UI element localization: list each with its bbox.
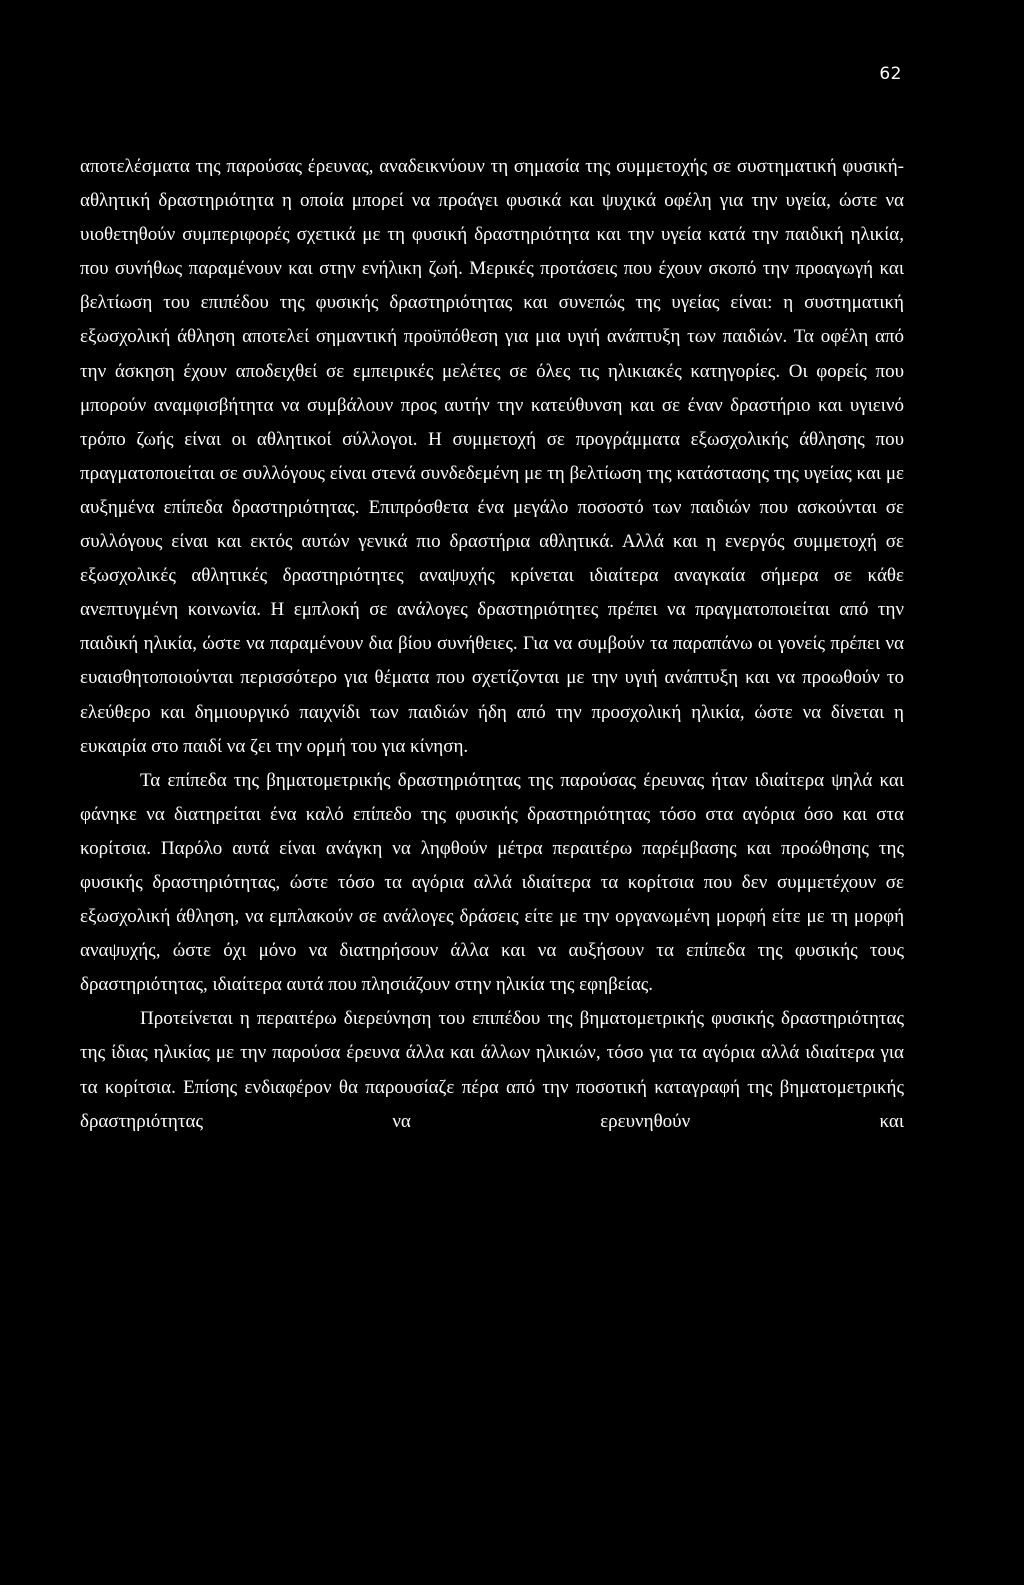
page-number: 62	[879, 64, 902, 84]
paragraph-future-research: Προτείνεται η περαιτέρω διερεύνηση του επιπέδου της βηματομετρικής φυσικής δραστηριότητας της ίδιας ηλικίας με την παρούσα έρευνα άλλα και άλλων ηλικιών, τόσο για τα αγόρια αλλά ιδιαίτερα για τα κορίτσια. Επίσης ενδιαφέρον θα παρουσίαζε πέρα από την ποσοτική καταγραφή της βηματομετρικής δραστηριότητας να ερευνηθούν και	[80, 1008, 904, 1132]
paragraph-step-count-levels: Τα επίπεδα της βηματομετρικής δραστηριότητας της παρούσας έρευνας ήταν ιδιαίτερα ψηλά και φάνηκε να διατηρείται ένα καλό επίπεδο της φυσικής δραστηριότητας τόσο στα αγόρια όσο και στα κορίτσια. Παρόλο αυτά είναι ανάγκη να ληφθούν μέτρα περαιτέρω παρέμβασης και προώθησης της φυσικής δραστηριότητας, ώστε τόσο τα αγόρια αλλά ιδιαίτερα τα κορίτσια που δεν συμμετέχουν σε εξωσχολική άθληση, να εμπλακούν σε ανάλογες δράσεις είτε με την οργανωμένη μορφή είτε με τη μορφή αναψυχής, ώστε όχι μόνο να διατηρήσουν άλλα και να αυξήσουν τα επίπεδα της φυσικής τους δραστηριότητας, ιδιαίτερα αυτά που πλησιάζουν στην ηλικία της εφηβείας.	[80, 769, 904, 996]
page-body	[80, 150, 904, 1139]
paragraph-continuation: αποτελέσματα της παρούσας έρευνας, αναδεικνύουν τη σημασία της συμμετοχής σε συστηματική φυσική-αθλητική δραστηριότητα η οποία μπορεί να προάγει φυσικά και ψυχικά οφέλη για την υγεία, ώστε να υιοθετηθούν συμπεριφορές σχετικά με τη φυσική δραστηριότητα και την υγεία κατά την παιδική ηλικία, που συνήθως παραμένουν και στην ενήλικη ζωή. Μερικές προτάσεις που έχουν σκοπό την προαγωγή και βελτίωση του επιπέδου της φυσικής δραστηριότητας και συνεπώς της υγείας είναι: η συστηματική εξωσχολική άθληση αποτελεί σημαντική προϋπόθεση για μια υγιή ανάπτυξη των παιδιών. Τα οφέλη από την άσκηση έχουν αποδειχθεί σε εμπειρικές μελέτες σε όλες τις ηλικιακές κατηγορίες. Οι φορείς που μπορούν αναμφισβήτητα να συμβάλουν προς αυτήν την κατεύθυνση και σε έναν δραστήριο και υγιεινό τρόπο ζωής είναι οι αθλητικοί σύλλογοι. Η συμμετοχή σε προγράμματα εξωσχολικής άθλησης που πραγματοποιείται σε συλλόγους είναι στενά συνδεδεμένη με τη βελτίωση της κατάστασης της υγείας και με αυξημένα επίπεδα δραστηριότητας. Επιπρόσθετα ένα μεγάλο ποσοστό των παιδιών που ασκούνται σε συλλόγους είναι και εκτός αυτών γενικά πιο δραστήρια αθλητικά. Αλλά και η ενεργός συμμετοχή σε εξωσχολικές αθλητικές δραστηριότητες αναψυχής κρίνεται ιδιαίτερα αναγκαία σήμερα σε κάθε ανεπτυγμένη κοινωνία. Η εμπλοκή σε ανάλογες δραστηριότητες πρέπει να πραγματοποιείται από την παιδική ηλικία, ώστε να παραμένουν δια βίου συνήθειες. Για να συμβούν τα παραπάνω οι γονείς πρέπει να ευαισθητοποιούνται περισσότερο για θέματα που σχετίζονται με την υγιή ανάπτυξη και να προωθούν το ελεύθερο και δημιουργικό παιχνίδι των παιδιών ήδη από την προσχολική ηλικία, ώστε να δίνεται η ευκαιρία στο παιδί να ζει την ορμή του για κίνηση.	[80, 156, 904, 757]
